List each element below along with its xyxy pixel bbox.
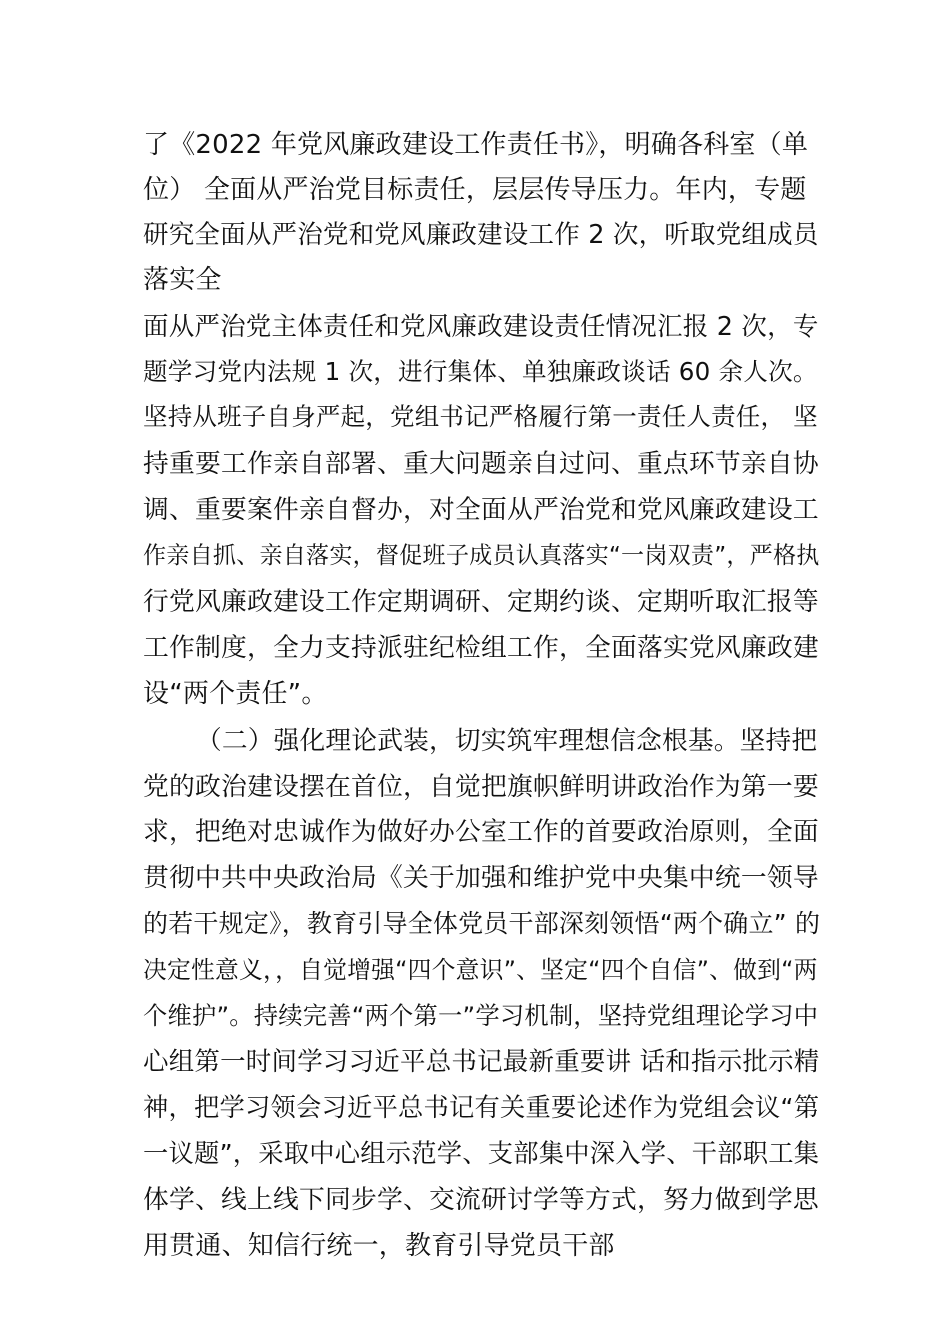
text-line-21: 心组第一时间学习习近平总书记最新重要讲 话和指示批示精 — [143, 1047, 820, 1077]
text-line-4: 落实全 — [143, 265, 222, 295]
text-line-1: 了《2022 年党风廉政建设工作责任书》，明确各科室（单 — [143, 130, 809, 160]
text-line-7: 坚持从班子自身严起，党组书记严格履行第一责任人责任， 坚 — [143, 402, 818, 431]
text-line-3: 研究全面从严治党和党风廉政建设工作 2 次，听取党组成员 — [143, 220, 819, 250]
section-heading-line: （二）强化理论武装，切实筑牢理想信念根基。坚持把 — [196, 726, 818, 756]
text-line-24: 体学、线上线下同步学、交流研讨学等方式，努力做到学思 — [143, 1185, 819, 1215]
text-line-20: 个维护”。持续完善“两个第一”学习机制，坚持党组理论学习中 — [143, 1001, 819, 1030]
text-line-5: 面从严治党主体责任和党风廉政建设责任情况汇报 2 次，专 — [143, 312, 819, 342]
text-line-19: 决定性意义，，自觉增强“四个意识”、坚定“四个自信”、做到“两 — [143, 956, 818, 984]
text-line-9: 调、重要案件亲自督办，对全面从严治党和党风廉政建设工 — [143, 495, 819, 525]
text-line-22: 神，把学习领会习近平总书记有关重要论述作为党组会议“第 — [143, 1093, 820, 1122]
text-line-18: 的若干规定》，教育引导全体党员干部深刻领悟“两个确立” 的 — [143, 909, 821, 938]
text-line-8: 持重要工作亲自部署、重大问题亲自过问、重点环节亲自协 — [143, 449, 819, 479]
text-line-25: 用贯通、知信行统一，教育引导党员干部 — [143, 1231, 615, 1261]
text-line-13: 设“两个责任”。 — [143, 679, 328, 709]
text-line-17: 贯彻中共中央政治局《关于加强和维护党中央集中统一领导 — [143, 863, 819, 893]
text-line-6: 题学习党内法规 1 次，进行集体、单独廉政谈话 60 余人次。 — [143, 357, 818, 386]
text-line-10: 作亲自抓、亲自落实，督促班子成员认真落实“一岗双责”，严格执 — [143, 543, 820, 569]
text-line-11: 行党风廉政建设工作定期调研、定期约谈、定期听取汇报等 — [143, 587, 819, 617]
text-line-15: 党的政治建设摆在首位，自觉把旗帜鲜明讲政治作为第一要 — [143, 772, 819, 802]
text-line-12: 工作制度，全力支持派驻纪检组工作，全面落实党风廉政建 — [143, 633, 819, 663]
text-line-23: 一议题”，采取中心组示范学、支部集中深入学、干部职工集 — [143, 1139, 820, 1168]
text-line-2: 位） 全面从严治党目标责任，层层传导压力。年内，专题 — [143, 175, 807, 205]
text-line-16: 求，把绝对忠诚作为做好办公室工作的首要政治原则，全面 — [143, 817, 819, 847]
